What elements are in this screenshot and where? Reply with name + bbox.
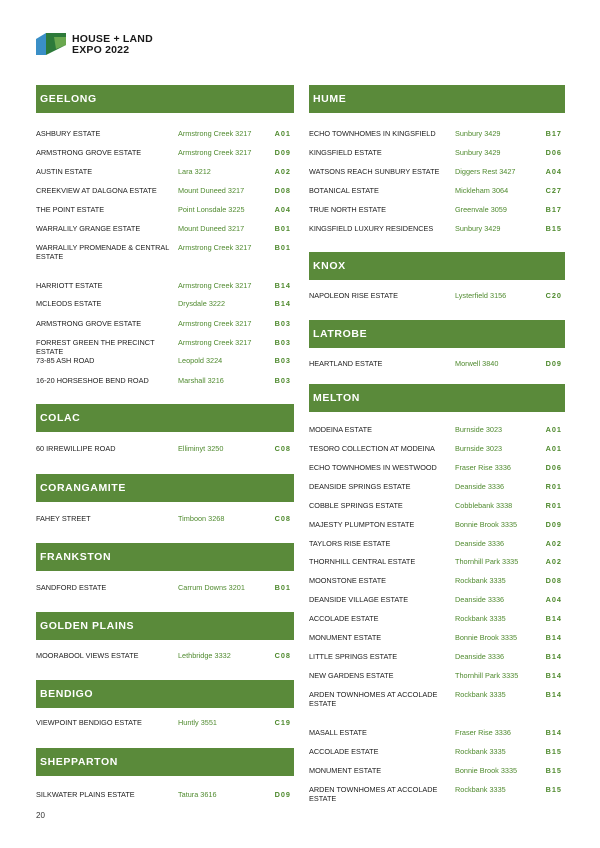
stand-code: A01 [274, 129, 291, 138]
suburb: Armstrong Creek 3217 [178, 129, 252, 138]
stand-code: R01 [545, 482, 562, 491]
section-header-shepparton: SHEPPARTON [36, 748, 294, 776]
stand-code: A02 [274, 167, 291, 176]
stand-code: A04 [545, 595, 562, 604]
suburb: Deanside 3336 [455, 652, 505, 661]
suburb: Mickleham 3064 [455, 186, 509, 195]
suburb: Rockbank 3335 [455, 785, 506, 794]
stand-code: C20 [545, 291, 562, 300]
stand-code: D06 [545, 463, 562, 472]
estate-name: TESORO COLLECTION AT MODEINA [309, 444, 435, 453]
stand-code: D09 [545, 359, 562, 368]
estate-name: 60 IRREWILLIPE ROAD [36, 444, 116, 453]
stand-code: D06 [545, 148, 562, 157]
suburb: Deanside 3336 [455, 482, 505, 491]
estate-name: ACCOLADE ESTATE [309, 614, 379, 623]
suburb: Deanside 3336 [455, 539, 505, 548]
suburb: Armstrong Creek 3217 [178, 281, 252, 290]
section-header-golden-plains: GOLDEN PLAINS [36, 612, 294, 640]
suburb: Morwell 3840 [455, 359, 499, 368]
suburb: Armstrong Creek 3217 [178, 319, 252, 328]
estate-name: FORREST GREEN THE PRECINCT ESTATE [36, 338, 155, 356]
estate-name: CREEKVIEW AT DALGONA ESTATE [36, 186, 157, 195]
stand-code: B14 [545, 633, 562, 642]
stand-code: C27 [545, 186, 562, 195]
section-header-geelong: GEELONG [36, 85, 294, 113]
estate-name: 16-20 HORSESHOE BEND ROAD [36, 376, 149, 385]
estate-name: TRUE NORTH ESTATE [309, 205, 387, 214]
stand-code: D08 [274, 186, 291, 195]
suburb: Thornhill Park 3335 [455, 557, 519, 566]
stand-code: C19 [274, 718, 291, 727]
estate-name: ARDEN TOWNHOMES AT ACCOLADE ESTATE [309, 785, 438, 803]
stand-code: A04 [274, 205, 291, 214]
stand-code: B14 [545, 671, 562, 680]
stand-code: A01 [545, 444, 562, 453]
suburb: Burnside 3023 [455, 444, 503, 453]
stand-code: B03 [274, 356, 291, 365]
brand-line-1: HOUSE + LAND [72, 33, 153, 45]
suburb: Fraser Rise 3336 [455, 728, 511, 737]
suburb: Rockbank 3335 [455, 614, 506, 623]
suburb: Deanside 3336 [455, 595, 505, 604]
stand-code: D09 [274, 790, 291, 799]
estate-name: HEARTLAND ESTATE [309, 359, 383, 368]
estate-name: NEW GARDENS ESTATE [309, 671, 394, 680]
stand-code: D09 [274, 148, 291, 157]
stand-code: B03 [274, 338, 291, 347]
stand-code: B15 [545, 747, 562, 756]
suburb: Carrum Downs 3201 [178, 583, 245, 592]
suburb: Burnside 3023 [455, 425, 503, 434]
suburb: Huntly 3551 [178, 718, 217, 727]
estate-name: DEANSIDE VILLAGE ESTATE [309, 595, 409, 604]
section-header-colac: COLAC [36, 404, 294, 432]
estate-name: ARMSTRONG GROVE ESTATE [36, 148, 142, 157]
suburb: Diggers Rest 3427 [455, 167, 516, 176]
suburb: Sunbury 3429 [455, 148, 501, 157]
house-land-logo-icon [36, 33, 66, 55]
estate-name: ACCOLADE ESTATE [309, 747, 379, 756]
stand-code: B14 [274, 281, 291, 290]
estate-name: ARMSTRONG GROVE ESTATE [36, 319, 142, 328]
suburb: Thornhill Park 3335 [455, 671, 519, 680]
estate-name: MOONSTONE ESTATE [309, 576, 387, 585]
estate-name: KINGSFIELD LUXURY RESIDENCES [309, 224, 434, 233]
estate-name: DEANSIDE SPRINGS ESTATE [309, 482, 411, 491]
estate-name: 73-85 ASH ROAD [36, 356, 95, 365]
stand-code: D09 [545, 520, 562, 529]
suburb: Marshall 3216 [178, 376, 224, 385]
suburb: Mount Duneed 3217 [178, 224, 245, 233]
estate-name: ARDEN TOWNHOMES AT ACCOLADE ESTATE [309, 690, 438, 708]
stand-code: B01 [274, 224, 291, 233]
section-header-melton: MELTON [309, 384, 565, 412]
suburb: Bonnie Brook 3335 [455, 766, 518, 775]
suburb: Sunbury 3429 [455, 129, 501, 138]
estate-name: ECHO TOWNHOMES IN WESTWOOD [309, 463, 437, 472]
suburb: Armstrong Creek 3217 [178, 338, 252, 347]
estate-name: SANDFORD ESTATE [36, 583, 107, 592]
estate-name: LITTLE SPRINGS ESTATE [309, 652, 398, 661]
section-header-corangamite: CORANGAMITE [36, 474, 294, 502]
stand-code: B14 [545, 614, 562, 623]
stand-code: C08 [274, 444, 291, 453]
section-header-frankston: FRANKSTON [36, 543, 294, 571]
suburb: Rockbank 3335 [455, 690, 506, 699]
stand-code: B17 [545, 129, 562, 138]
estate-name: THORNHILL CENTRAL ESTATE [309, 557, 416, 566]
suburb: Lysterfield 3156 [455, 291, 507, 300]
stand-code: B14 [545, 690, 562, 699]
stand-code: A02 [545, 557, 562, 566]
stand-code: B14 [545, 728, 562, 737]
estate-name: TAYLORS RISE ESTATE [309, 539, 391, 548]
estate-name: MCLEODS ESTATE [36, 299, 102, 308]
stand-code: B15 [545, 785, 562, 794]
suburb: Drysdale 3222 [178, 299, 226, 308]
stand-code: B17 [545, 205, 562, 214]
estate-name: FAHEY STREET [36, 514, 91, 523]
stand-code: B15 [545, 766, 562, 775]
suburb: Lara 3212 [178, 167, 211, 176]
stand-code: A01 [545, 425, 562, 434]
suburb: Tatura 3616 [178, 790, 217, 799]
estate-name: MONUMENT ESTATE [309, 766, 382, 775]
suburb: Fraser Rise 3336 [455, 463, 511, 472]
estate-name: WATSONS REACH SUNBURY ESTATE [309, 167, 440, 176]
stand-code: B03 [274, 376, 291, 385]
estate-name: VIEWPOINT BENDIGO ESTATE [36, 718, 142, 727]
suburb: Leopold 3224 [178, 356, 223, 365]
estate-name: ASHBURY ESTATE [36, 129, 101, 138]
suburb: Sunbury 3429 [455, 224, 501, 233]
suburb: Point Lonsdale 3225 [178, 205, 245, 214]
stand-code: B14 [274, 299, 291, 308]
stand-code: R01 [545, 501, 562, 510]
estate-name: KINGSFIELD ESTATE [309, 148, 382, 157]
page-number: 20 [36, 811, 45, 820]
estate-name: MOORABOOL VIEWS ESTATE [36, 651, 139, 660]
stand-code: C08 [274, 651, 291, 660]
stand-code: A04 [545, 167, 562, 176]
stand-code: D08 [545, 576, 562, 585]
stand-code: B01 [274, 243, 291, 252]
suburb: Greenvale 3059 [455, 205, 507, 214]
estate-name: MODEINA ESTATE [309, 425, 372, 434]
suburb: Rockbank 3335 [455, 747, 506, 756]
suburb: Elliminyt 3250 [178, 444, 224, 453]
suburb: Armstrong Creek 3217 [178, 243, 252, 252]
suburb: Cobblebank 3338 [455, 501, 513, 510]
estate-name: MONUMENT ESTATE [309, 633, 382, 642]
suburb: Lethbridge 3332 [178, 651, 231, 660]
stand-code: B03 [274, 319, 291, 328]
stand-code: C08 [274, 514, 291, 523]
section-header-bendigo: BENDIGO [36, 680, 294, 708]
section-header-knox: KNOX [309, 252, 565, 280]
suburb: Timboon 3268 [178, 514, 225, 523]
estate-name: COBBLE SPRINGS ESTATE [309, 501, 403, 510]
suburb: Mount Duneed 3217 [178, 186, 245, 195]
estate-name: MASALL ESTATE [309, 728, 367, 737]
estate-name: THE POINT ESTATE [36, 205, 105, 214]
suburb: Bonnie Brook 3335 [455, 633, 518, 642]
section-header-latrobe: LATROBE [309, 320, 565, 348]
brand-title [72, 34, 153, 56]
estate-name: BOTANICAL ESTATE [309, 186, 379, 195]
estate-name: WARRALILY GRANGE ESTATE [36, 224, 141, 233]
suburb: Bonnie Brook 3335 [455, 520, 518, 529]
stand-code: B15 [545, 224, 562, 233]
estate-name: HARRIOTT ESTATE [36, 281, 103, 290]
estate-name: SILKWATER PLAINS ESTATE [36, 790, 135, 799]
estate-name: WARRALILY PROMENADE & CENTRAL ESTATE [36, 243, 169, 261]
estate-name: AUSTIN ESTATE [36, 167, 93, 176]
brand-line-2: EXPO 2022 [72, 44, 130, 56]
estate-name: MAJESTY PLUMPTON ESTATE [309, 520, 415, 529]
suburb: Armstrong Creek 3217 [178, 148, 252, 157]
estate-name: NAPOLEON RISE ESTATE [309, 291, 398, 300]
estate-name: ECHO TOWNHOMES IN KINGSFIELD [309, 129, 436, 138]
stand-code: B01 [274, 583, 291, 592]
suburb: Rockbank 3335 [455, 576, 506, 585]
stand-code: B14 [545, 652, 562, 661]
section-header-hume: HUME [309, 85, 565, 113]
stand-code: A02 [545, 539, 562, 548]
